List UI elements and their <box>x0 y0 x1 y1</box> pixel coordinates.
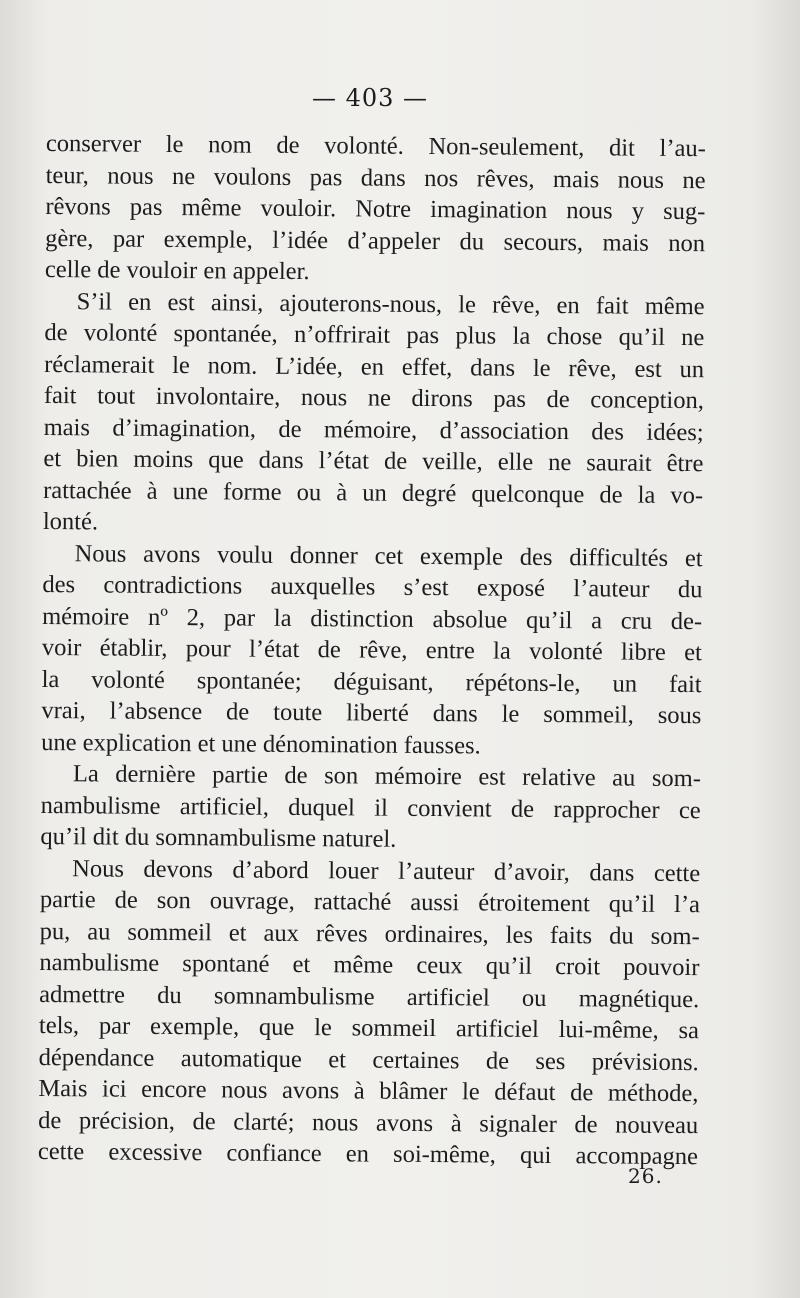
text-line: gère, par exemple, l’idée d’appeler du secours, mais non <box>45 224 706 257</box>
text-line: la volonté spontanée; déguisant, répétons-le, un fait <box>41 665 702 698</box>
text-line: pu, au sommeil et aux rêves ordinaires, les faits du som- <box>39 917 700 950</box>
text-line: de précision, de clarté; nous avons à signaler de nouveau <box>38 1106 699 1139</box>
text-line: nambulisme spontané et même ceux qu’il croit pouvoir <box>39 948 700 982</box>
text-line: une explication et une dénomination fausses. <box>41 728 481 759</box>
text-line: celle de vouloir en appeler. <box>44 255 310 286</box>
text-line: et bien moins que dans l’état de veille, elle ne saurait être <box>43 444 704 478</box>
text-line: rattachée à une forme ou à un degré quelconque de la vo- <box>43 476 704 509</box>
text-line: Nous devons d’abord louer l’auteur d’avoir, dans cette <box>72 854 701 887</box>
text-line: lonté. <box>42 507 99 536</box>
text-line: cette excessive confiance en soi-même, qui accompagne <box>37 1137 699 1171</box>
text-line: tels, par exemple, que le sommeil artificiel lui-même, sa <box>38 1011 700 1045</box>
text-line: conserver le nom de volonté. Non-seulement, dit l’au- <box>45 129 706 163</box>
text-line: S’il en est ainsi, ajouterons-nous, le rêve, en fait même <box>76 287 705 320</box>
text-line: fait tout involontaire, nous ne dirons pas de conception, <box>43 381 704 415</box>
page-number-header: — 403 — <box>311 84 429 112</box>
text-line: réclamerait le nom. L’idée, en effet, dans le rêve, est un <box>44 350 705 383</box>
text-line: des contradictions auxquelles s’est exposé l’auteur du <box>42 570 703 604</box>
text-line: Mais ici encore nous avons à blâmer le défaut de méthode, <box>38 1074 699 1108</box>
signature-mark: 26. <box>628 1164 663 1188</box>
text-line: vrai, l’absence de toute liberté dans le sommeil, sous <box>41 696 702 730</box>
text-line: rêvons pas même vouloir. Notre imagination nous y sug- <box>45 192 706 226</box>
text-line: teur, nous ne voulons pas dans nos rêves, mais nous ne <box>45 161 706 194</box>
text-line: mais d’imagination, de mémoire, d’association des idées; <box>43 413 704 446</box>
text-line: partie de son ouvrage, rattaché aussi étroitement qu’il l’a <box>39 885 701 919</box>
body-text <box>38 128 706 1173</box>
text-line: dépendance automatique et certaines de ses prévisions. <box>38 1043 699 1076</box>
text-line: nambulisme artificiel, duquel il convient de rapprocher ce <box>40 791 701 824</box>
text-line: La dernière partie de son mémoire est relative au som- <box>72 760 702 793</box>
text-line: qu’il dit du somnambulisme naturel. <box>40 822 397 853</box>
text-line: mémoire nº 2, par la distinction absolue qu’il a cru de- <box>42 602 703 635</box>
text-line: de volonté spontanée, n’offrirait pas plus la chose qu’il ne <box>44 318 705 352</box>
text-line: admettre du somnambulisme artificiel ou magnétique. <box>39 980 700 1013</box>
text-line: voir établir, pour l’état de rêve, entre la volonté libre et <box>41 633 703 667</box>
text-line: Nous avons voulu donner cet exemple des difficultés et <box>74 539 703 572</box>
